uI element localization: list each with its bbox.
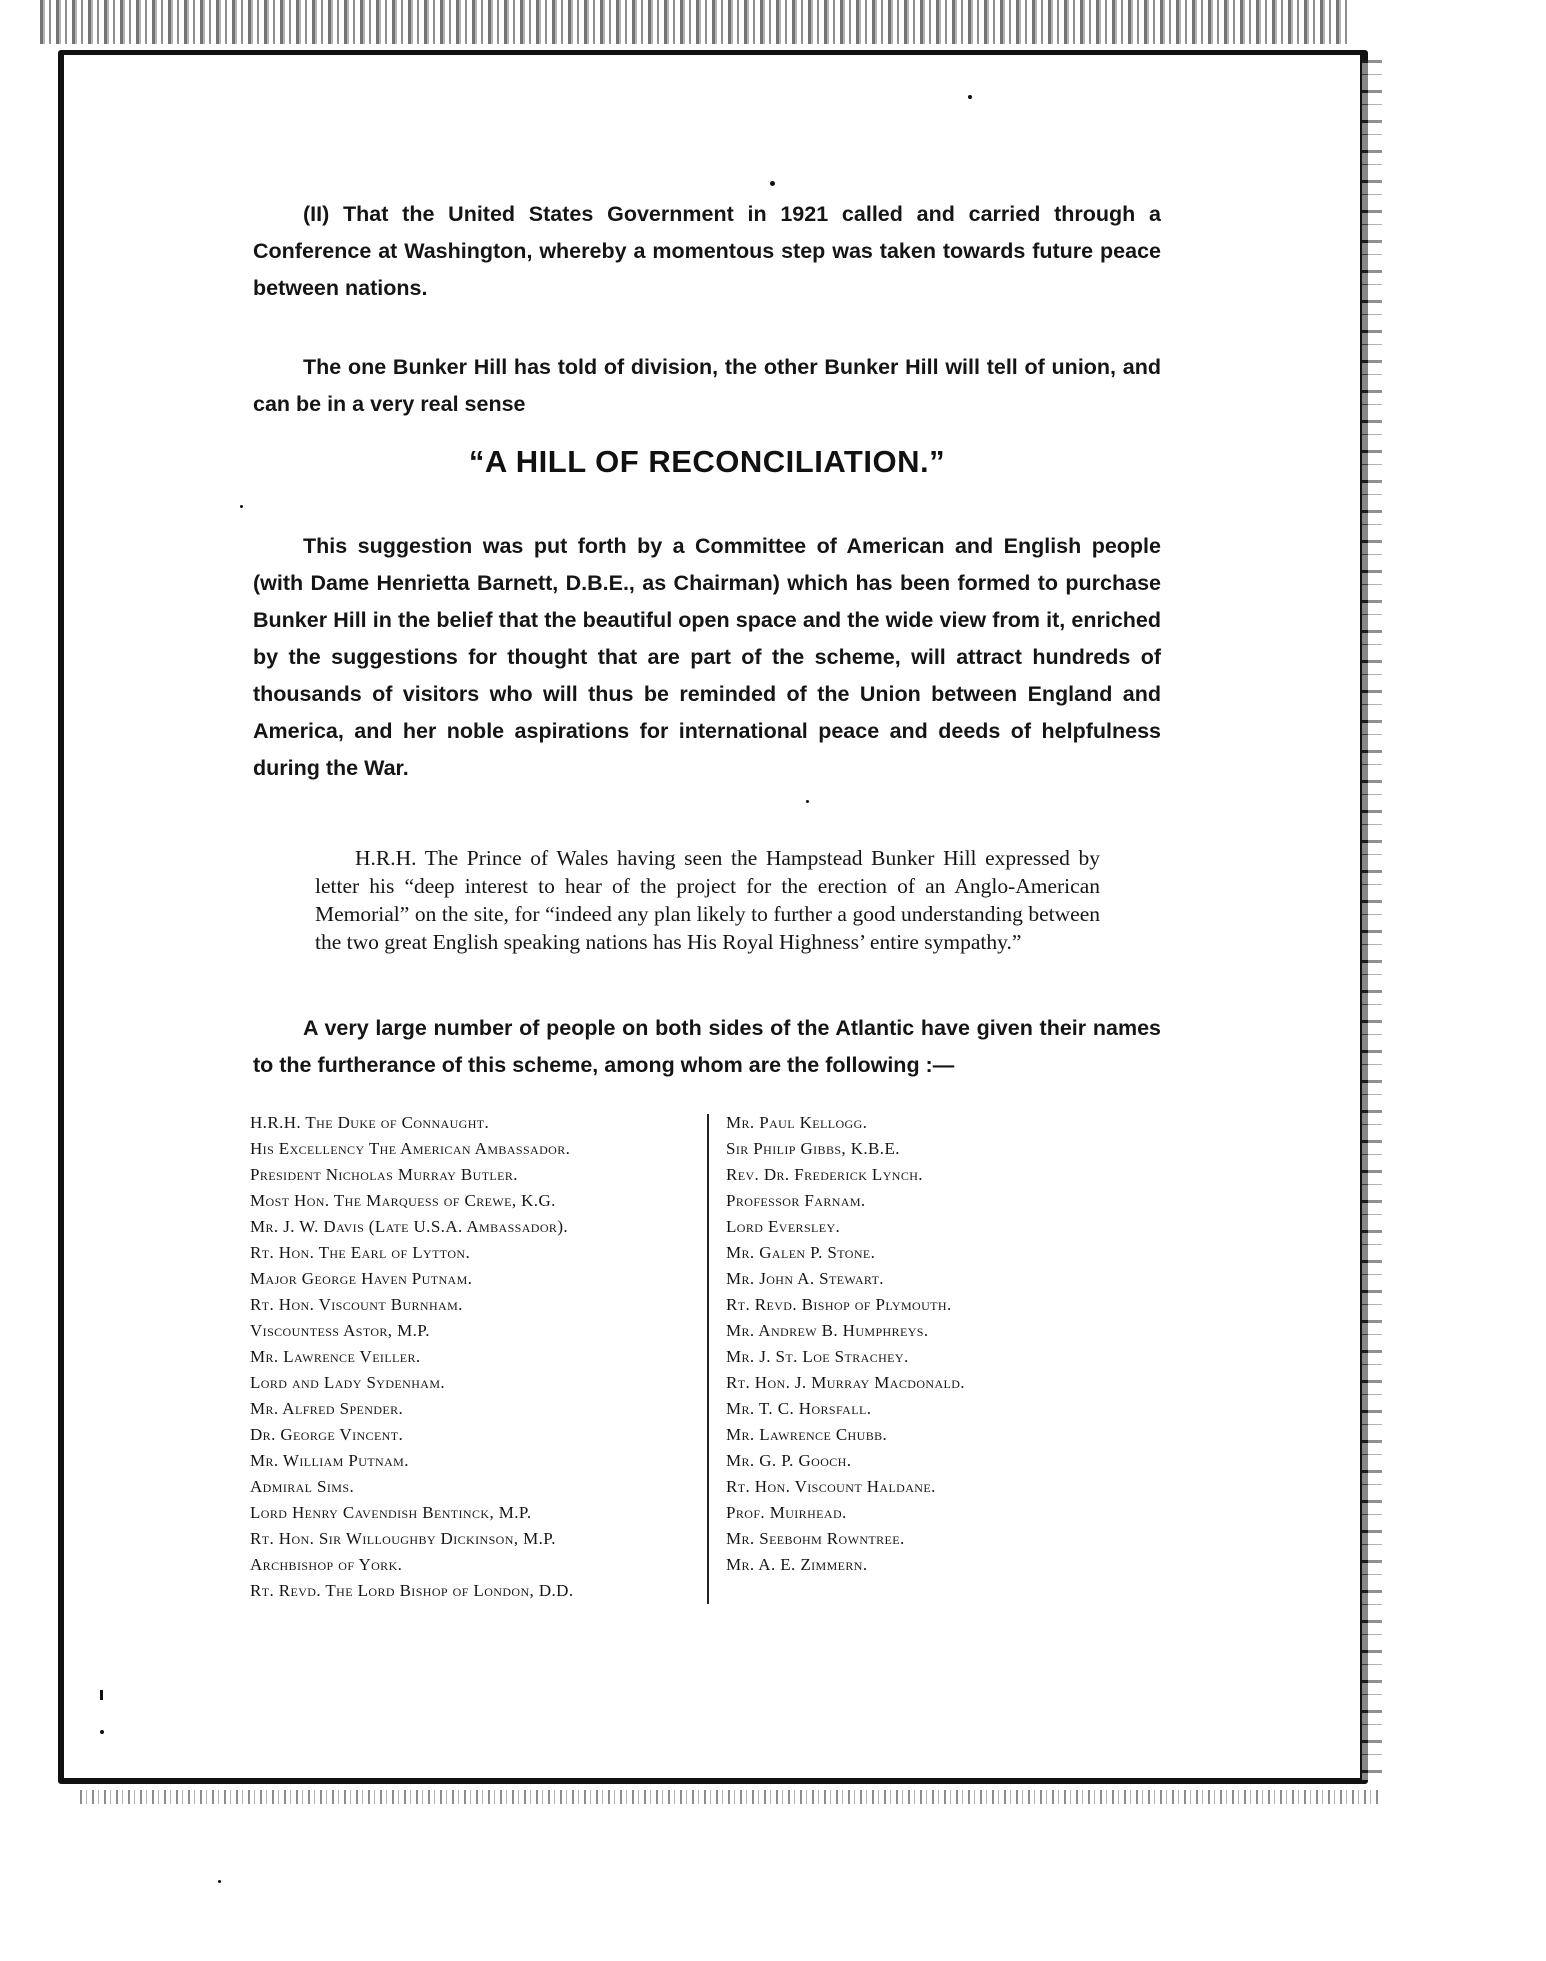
scan-edge-top — [40, 0, 1350, 44]
paragraph-bunker-hill: The one Bunker Hill has told of division, the other Bunker Hill will tell of union, and can be in a very real sense — [253, 355, 1161, 416]
scan-speck — [806, 800, 809, 803]
list-item: Rt. Hon. Sir Willoughby Dickinson, M.P. — [250, 1529, 556, 1548]
list-item: Viscountess Astor, M.P. — [250, 1321, 430, 1340]
list-item: Rev. Dr. Frederick Lynch. — [726, 1165, 923, 1184]
list-item: Rt. Hon. Viscount Haldane. — [726, 1477, 936, 1496]
list-item: Major George Haven Putnam. — [250, 1269, 473, 1288]
list-item: Rt. Revd. The Lord Bishop of London, D.D. — [250, 1581, 574, 1600]
list-item: Archbishop of York. — [250, 1555, 403, 1574]
list-item: Lord Henry Cavendish Bentinck, M.P. — [250, 1503, 532, 1522]
list-item: Mr. Seebohm Rowntree. — [726, 1529, 905, 1548]
names-list-left — [250, 1110, 690, 1604]
list-item: Mr. Andrew B. Humphreys. — [726, 1321, 929, 1340]
list-item: Mr. A. E. Zimmern. — [726, 1555, 868, 1574]
list-item: Rt. Hon. Viscount Burnham. — [250, 1295, 463, 1314]
list-item: Rt. Revd. Bishop of Plymouth. — [726, 1295, 952, 1314]
list-item: Sir Philip Gibbs, K.B.E. — [726, 1139, 900, 1158]
list-item: Mr. G. P. Gooch. — [726, 1451, 852, 1470]
list-item: Rt. Hon. J. Murray Macdonald. — [726, 1373, 965, 1392]
list-item: Mr. Lawrence Chubb. — [726, 1425, 888, 1444]
list-item: Mr. John A. Stewart. — [726, 1269, 884, 1288]
names-list-right — [726, 1110, 1086, 1578]
list-item: H.R.H. The Duke of Connaught. — [250, 1113, 490, 1132]
list-item: Admiral Sims. — [250, 1477, 355, 1496]
list-item: Rt. Hon. The Earl of Lytton. — [250, 1243, 471, 1262]
paragraph-committee: This suggestion was put forth by a Committee of American and English people (with Dame Henrietta Barnett, D.B.E., as Chairman) which has been formed to purchase Bunker Hill in the belief that the beautiful open space and the wide view from it, enriched by the suggestions for thought that are part of the scheme, will attract hundreds of thousands of visitors who will thus be reminded of the Union between England and America, and her noble aspirations for international peace and deeds of helpfulness during the War. — [253, 534, 1161, 780]
scan-edge-bottom — [80, 1790, 1380, 1804]
scan-speck — [218, 1880, 221, 1883]
list-item: Mr. Paul Kellogg. — [726, 1113, 868, 1132]
column-divider — [707, 1114, 709, 1604]
list-item: Mr. J. St. Loe Strachey. — [726, 1347, 909, 1366]
list-item: Most Hon. The Marquess of Crewe, K.G. — [250, 1191, 556, 1210]
scan-speck — [240, 505, 243, 508]
list-item: Dr. George Vincent. — [250, 1425, 404, 1444]
scan-speck — [968, 95, 972, 99]
list-item: His Excellency The American Ambassador. — [250, 1139, 571, 1158]
scan-edge-right — [1362, 60, 1382, 1780]
list-item: Lord Eversley. — [726, 1217, 841, 1236]
list-item: Prof. Muirhead. — [726, 1503, 847, 1522]
list-item: Mr. Lawrence Veiller. — [250, 1347, 421, 1366]
paragraph-washington-conference: (II) That the United States Government in 1921 called and carried through a Conference at Washington, whereby a momentous step was taken towards future peace between nations. — [253, 202, 1161, 300]
paragraph-supporters-intro: A very large number of people on both sides of the Atlantic have given their names to the furtherance of this scheme, among whom are the following :— — [253, 1016, 1161, 1077]
list-item: Lord and Lady Sydenham. — [250, 1373, 446, 1392]
prince-of-wales-quote: H.R.H. The Prince of Wales having seen the Hampstead Bunker Hill expressed by letter his “deep interest to hear of the project for the erection of an Anglo-American Memorial” on the site, for “indeed any plan likely to further a good understanding between the two great English speaking nations has His Royal Highness’ entire sympathy.” — [315, 845, 1100, 954]
list-item: President Nicholas Murray Butler. — [250, 1165, 518, 1184]
list-item: Mr. Alfred Spender. — [250, 1399, 404, 1418]
scan-speck — [100, 1690, 103, 1700]
list-item: Mr. Galen P. Stone. — [726, 1243, 876, 1262]
scan-speck — [100, 1730, 104, 1734]
list-item: Mr. J. W. Davis (Late U.S.A. Ambassador). — [250, 1217, 569, 1236]
list-item: Mr. William Putnam. — [250, 1451, 409, 1470]
list-item: Mr. T. C. Horsfall. — [726, 1399, 872, 1418]
list-item: Professor Farnam. — [726, 1191, 866, 1210]
page-title: “A HILL OF RECONCILIATION.” — [468, 444, 946, 479]
scan-speck — [770, 181, 775, 186]
